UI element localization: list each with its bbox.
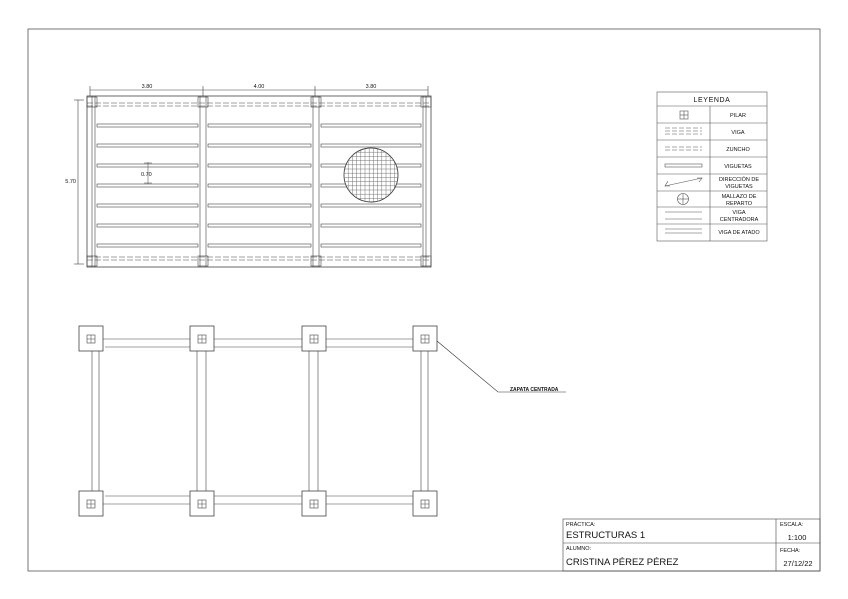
joist	[321, 244, 421, 247]
footing	[413, 491, 437, 516]
practice-label: PRÁCTICA:	[566, 522, 596, 528]
joist	[97, 164, 198, 167]
pilar-icon	[680, 111, 688, 119]
footing	[79, 326, 103, 351]
joist	[321, 224, 421, 227]
viguetas-icon	[665, 164, 702, 167]
joist	[208, 204, 311, 207]
mesh-circle-detail	[344, 148, 398, 202]
joist	[321, 144, 421, 147]
legend-label-mallazo-1: MALLAZO DE	[721, 194, 757, 200]
footings-group	[79, 326, 437, 516]
scale-value: 1:100	[787, 533, 807, 542]
joist	[208, 144, 311, 147]
footing-callout-label: ZAPATA CENTRADA	[510, 387, 559, 393]
footing	[413, 326, 437, 351]
practice-value: ESTRUCTURAS 1	[566, 530, 646, 541]
legend-label-viga: VIGA	[731, 130, 745, 136]
footing	[79, 491, 103, 516]
footing	[190, 326, 214, 351]
span-label-3: 3.80	[365, 84, 377, 90]
legend-label-centradora-2: CENTRADORA	[719, 217, 759, 223]
legend-label-direccion-1: DIRECCIÓN DE	[718, 177, 760, 183]
joist	[97, 184, 198, 187]
joist	[321, 204, 421, 207]
joist	[97, 244, 198, 247]
joist	[208, 244, 311, 247]
scale-label: ESCALA:	[780, 522, 804, 528]
joist	[97, 204, 198, 207]
joist	[321, 124, 421, 127]
sheet-border	[28, 29, 820, 571]
span-label-1: 3.80	[141, 84, 153, 90]
joist	[208, 124, 311, 127]
span-label-2: 4.00	[253, 84, 265, 90]
zuncho-icon	[665, 147, 702, 150]
date-label: FECHA:	[780, 548, 801, 554]
legend-label-viguetas: VIGUETAS	[724, 164, 752, 170]
height-label: 5.70	[65, 179, 76, 185]
student-label: ALUMNO:	[566, 546, 592, 552]
legend-label-atado: VIGA DE ATADO	[718, 230, 760, 236]
viga-atado-icon	[665, 229, 702, 233]
joist	[97, 124, 198, 127]
legend-title: LEYENDA	[693, 97, 731, 104]
legend-label-mallazo-2: REPARTO	[726, 201, 752, 207]
viga-icon	[665, 128, 702, 134]
viga-centradora-icon	[665, 212, 702, 219]
legend-label-pilar: PILAR	[730, 113, 746, 119]
date-value: 27/12/22	[783, 559, 813, 568]
joist	[97, 224, 198, 227]
direction-arrow-icon	[665, 178, 702, 186]
student-value: CRISTINA PÉREZ PÉREZ	[566, 557, 679, 568]
legend-label-zuncho: ZUNCHO	[726, 147, 750, 153]
footing-callout-leader	[437, 341, 566, 392]
legend-label-centradora-1: VIGA	[732, 210, 746, 216]
footing	[302, 326, 326, 351]
mesh-circle-icon	[678, 194, 689, 205]
joist	[208, 164, 311, 167]
foundation-plan	[92, 339, 428, 504]
joist	[97, 144, 198, 147]
footing	[302, 491, 326, 516]
joist	[208, 184, 311, 187]
spacing-label: 0.70	[141, 172, 152, 178]
legend-label-direccion-2: VIGUETAS	[725, 184, 753, 190]
footing	[190, 491, 214, 516]
joist	[208, 224, 311, 227]
